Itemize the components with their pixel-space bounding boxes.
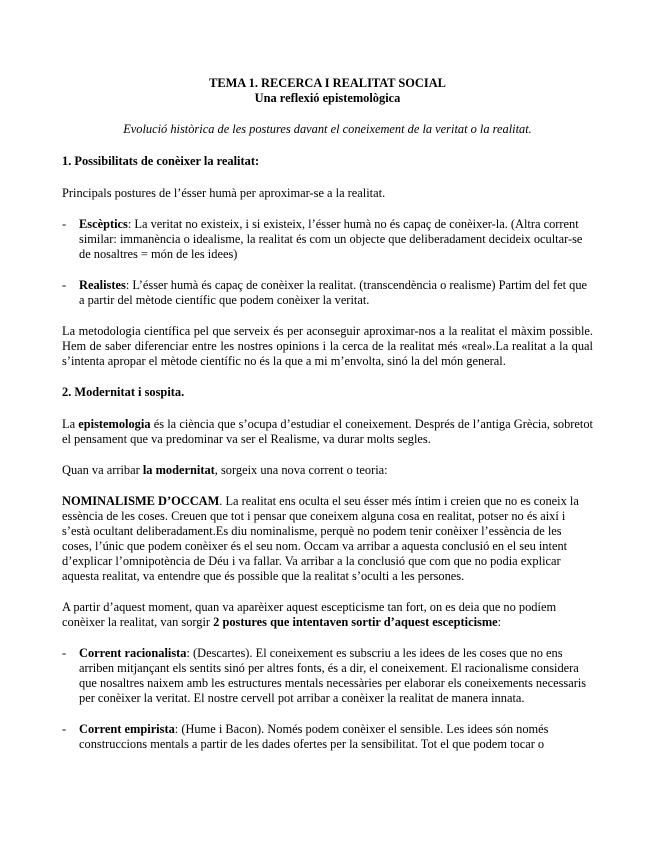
bullet-text: : L’ésser humà és capaç de conèixer la realitat. (transcendència o realisme) Partim del fet que a partir del mètode científic que podem conèixer la veritat. [79,278,588,307]
bullet-rationalist [62,646,593,706]
bullet-dash: - [62,722,67,736]
section1-heading: 1. Possibilitats de conèixer la realitat: [62,154,260,168]
bullet-dash: - [62,646,67,660]
intro-line: Evolució històrica de les postures davant el coneixement de la veritat o la realitat. [123,122,532,136]
term-nominalism: NOMINALISME D’OCCAM [62,494,220,508]
bullet-text: : La veritat no existeix, i si existeix, l’ésser humà no és capaç de conèixer-la. (Altra corrent similar: immanència o idealisme, la realitat és com un objecte que deliberadament decideix ocultar-se de nosaltres = món de les idees) [79,217,583,261]
bullet-empiricist [62,722,593,752]
bullet-term: Realistes [79,278,126,292]
bullet-term: Corrent racionalista [79,646,187,660]
document-subtitle: Una reflexió epistemològica [254,91,401,105]
paragraph-nominalism: NOMINALISME D’OCCAM. La realitat ens oculta el seu ésser més íntim i creien que no es coneix la essència de les coses. Creuen que tot i pensar que coneixem alguna cosa en realitat, potser no és així i s’està ocultant deliberadament.Es diu nominalisme, perquè no podem tenir conèixer l’essència de les coses, l’únic que podem conèixer és el seu nom. Occam va arribar a aquesta conclusió en el seu intent d’explicar l’omnipotència de Déu i va fallar. Va arribar a la conclusió que com que no podia explicar aquesta realitat, va entendre que és possible que la realitat s’oculti a les persones. [62,494,579,583]
term-two-postures: 2 postures que intentaven sortir d’aquest escepticisme [213,615,498,629]
term-epistemology: epistemologia [78,417,151,431]
section1-closing: La metodologia científica pel que serveix és per aconseguir aproximar-nos a la realitat el màxim possible. Hem de saber diferenciar entre les nostres opinions i la cerca de la realitat més «real».La realitat a la qual s’intenta apropar el mètode científic no és la que a mi m’envolta, sinó la del món general. [62,324,593,368]
bullet-term: Corrent empirista [79,722,175,736]
term-modernity: la modernitat [142,463,215,477]
document-title: TEMA 1. RECERCA I REALITAT SOCIAL [209,76,446,90]
section2-heading: 2. Modernitat i sospita. [62,385,185,399]
bullet-dash: - [62,278,67,292]
bullet-sceptics [62,217,593,262]
bullet-realists [62,278,593,308]
bullet-dash: - [62,217,67,231]
paragraph-modernity: Quan va arribar la modernitat, sorgeix una nova corrent o teoria: [62,463,388,477]
bullet-text: : (Hume i Bacon). Només podem conèixer el sensible. Les idees són només construccions mentals a partir de les dades ofertes per la sensibilitat. Tot el que podem tocar o [79,722,549,751]
paragraph-epistemology: La epistemologia és la ciència que s’ocupa d’estudiar el coneixement. Després de l’antiga Grècia, sobretot el pensament que va predominar va ser el Realisme, va durar molts segles. [62,417,593,446]
bullet-text: : (Descartes). El coneixement es subscriu a les idees de les coses que no ens arriben mitjançant els sentits sinó per altres fonts, és a dir, el coneixement. El racionalisme considera que nosaltres naixem amb les estructures mentals necessàries per elaborar els coneixements necessaris per conèixer la veritat. El nostre cervell pot arribar a conèixer la realitat de manera innata. [79,646,587,705]
document-page [62,76,593,768]
section1-lead: Principals postures de l’ésser humà per aproximar-se a la realitat. [62,186,386,200]
paragraph-two-postures: A partir d’aquest moment, quan va aparèixer aquest escepticisme tan fort, on es deia que no podíem conèixer la realitat, van sorgir 2 postures que intentaven sortir d’aquest escepticisme: [62,600,557,629]
bullet-term: Escèptics [79,217,128,231]
